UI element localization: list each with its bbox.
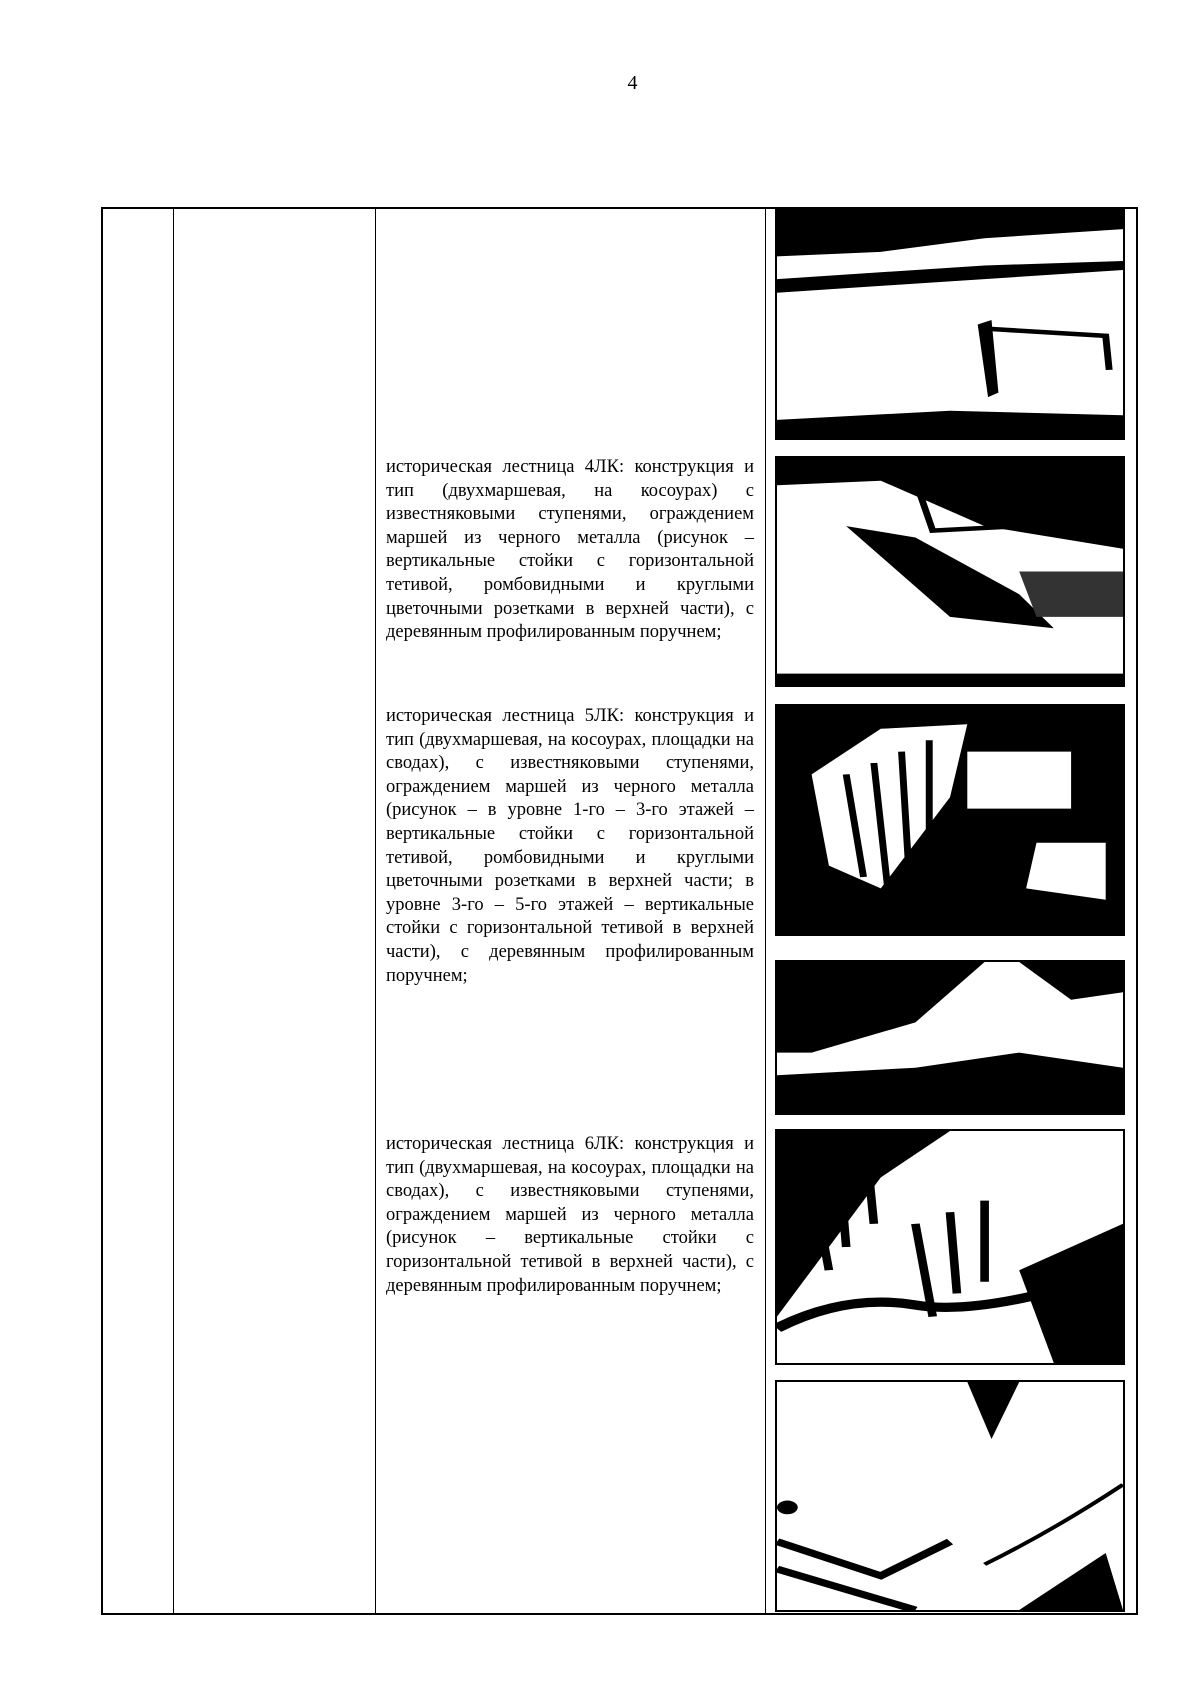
staircase-photo-6 xyxy=(775,1380,1125,1612)
staircase-photo-2 xyxy=(775,456,1125,687)
column-divider xyxy=(173,209,174,1613)
staircase-photo-4 xyxy=(775,960,1125,1115)
page-number: 4 xyxy=(627,72,638,94)
staircase-photo-1 xyxy=(775,209,1125,440)
staircase-photo-5 xyxy=(775,1129,1125,1365)
staircase-4lk-description: историческая лестница 4ЛК: конструкция и тип (двухмаршевая, на косоурах) с известняковыми ступенями, ограждением маршей из черного металла (рисунок – вертикальные стойки с горизонтальной тетивой, ромбовидными и круглыми цветочными розетками в верхней части), с деревянным профилированным поручнем; xyxy=(386,457,754,643)
column-divider xyxy=(375,209,376,1613)
staircase-photo-3 xyxy=(775,704,1125,936)
staircase-6lk-description: историческая лестница 6ЛК: конструкция и тип (двухмаршевая, на косоурах, площадки на сводах), с известняковыми ступенями, ограждением маршей из черного металла (рисунок – вертикальные стойки с горизонтальной тетивой в верхней части), с деревянным профилированным поручнем; xyxy=(386,1134,754,1296)
staircase-5lk-description: историческая лестница 5ЛК: конструкция и тип (двухмаршевая, на косоурах, площадки на сводах), с известняковыми ступенями, ограждением маршей из черного металла (рисунок – в уровне 1-го – 3-го этажей – вертикальные стойки с горизонтальной тетивой, ромбовидными и круглыми цветочными розетками в верхней части; в уровне 3-го – 5-го этажей – вертикальные стойки с горизонтальной тетивой в верхней части), с деревянным профилированным поручнем; xyxy=(386,706,754,986)
column-divider xyxy=(765,209,766,1613)
